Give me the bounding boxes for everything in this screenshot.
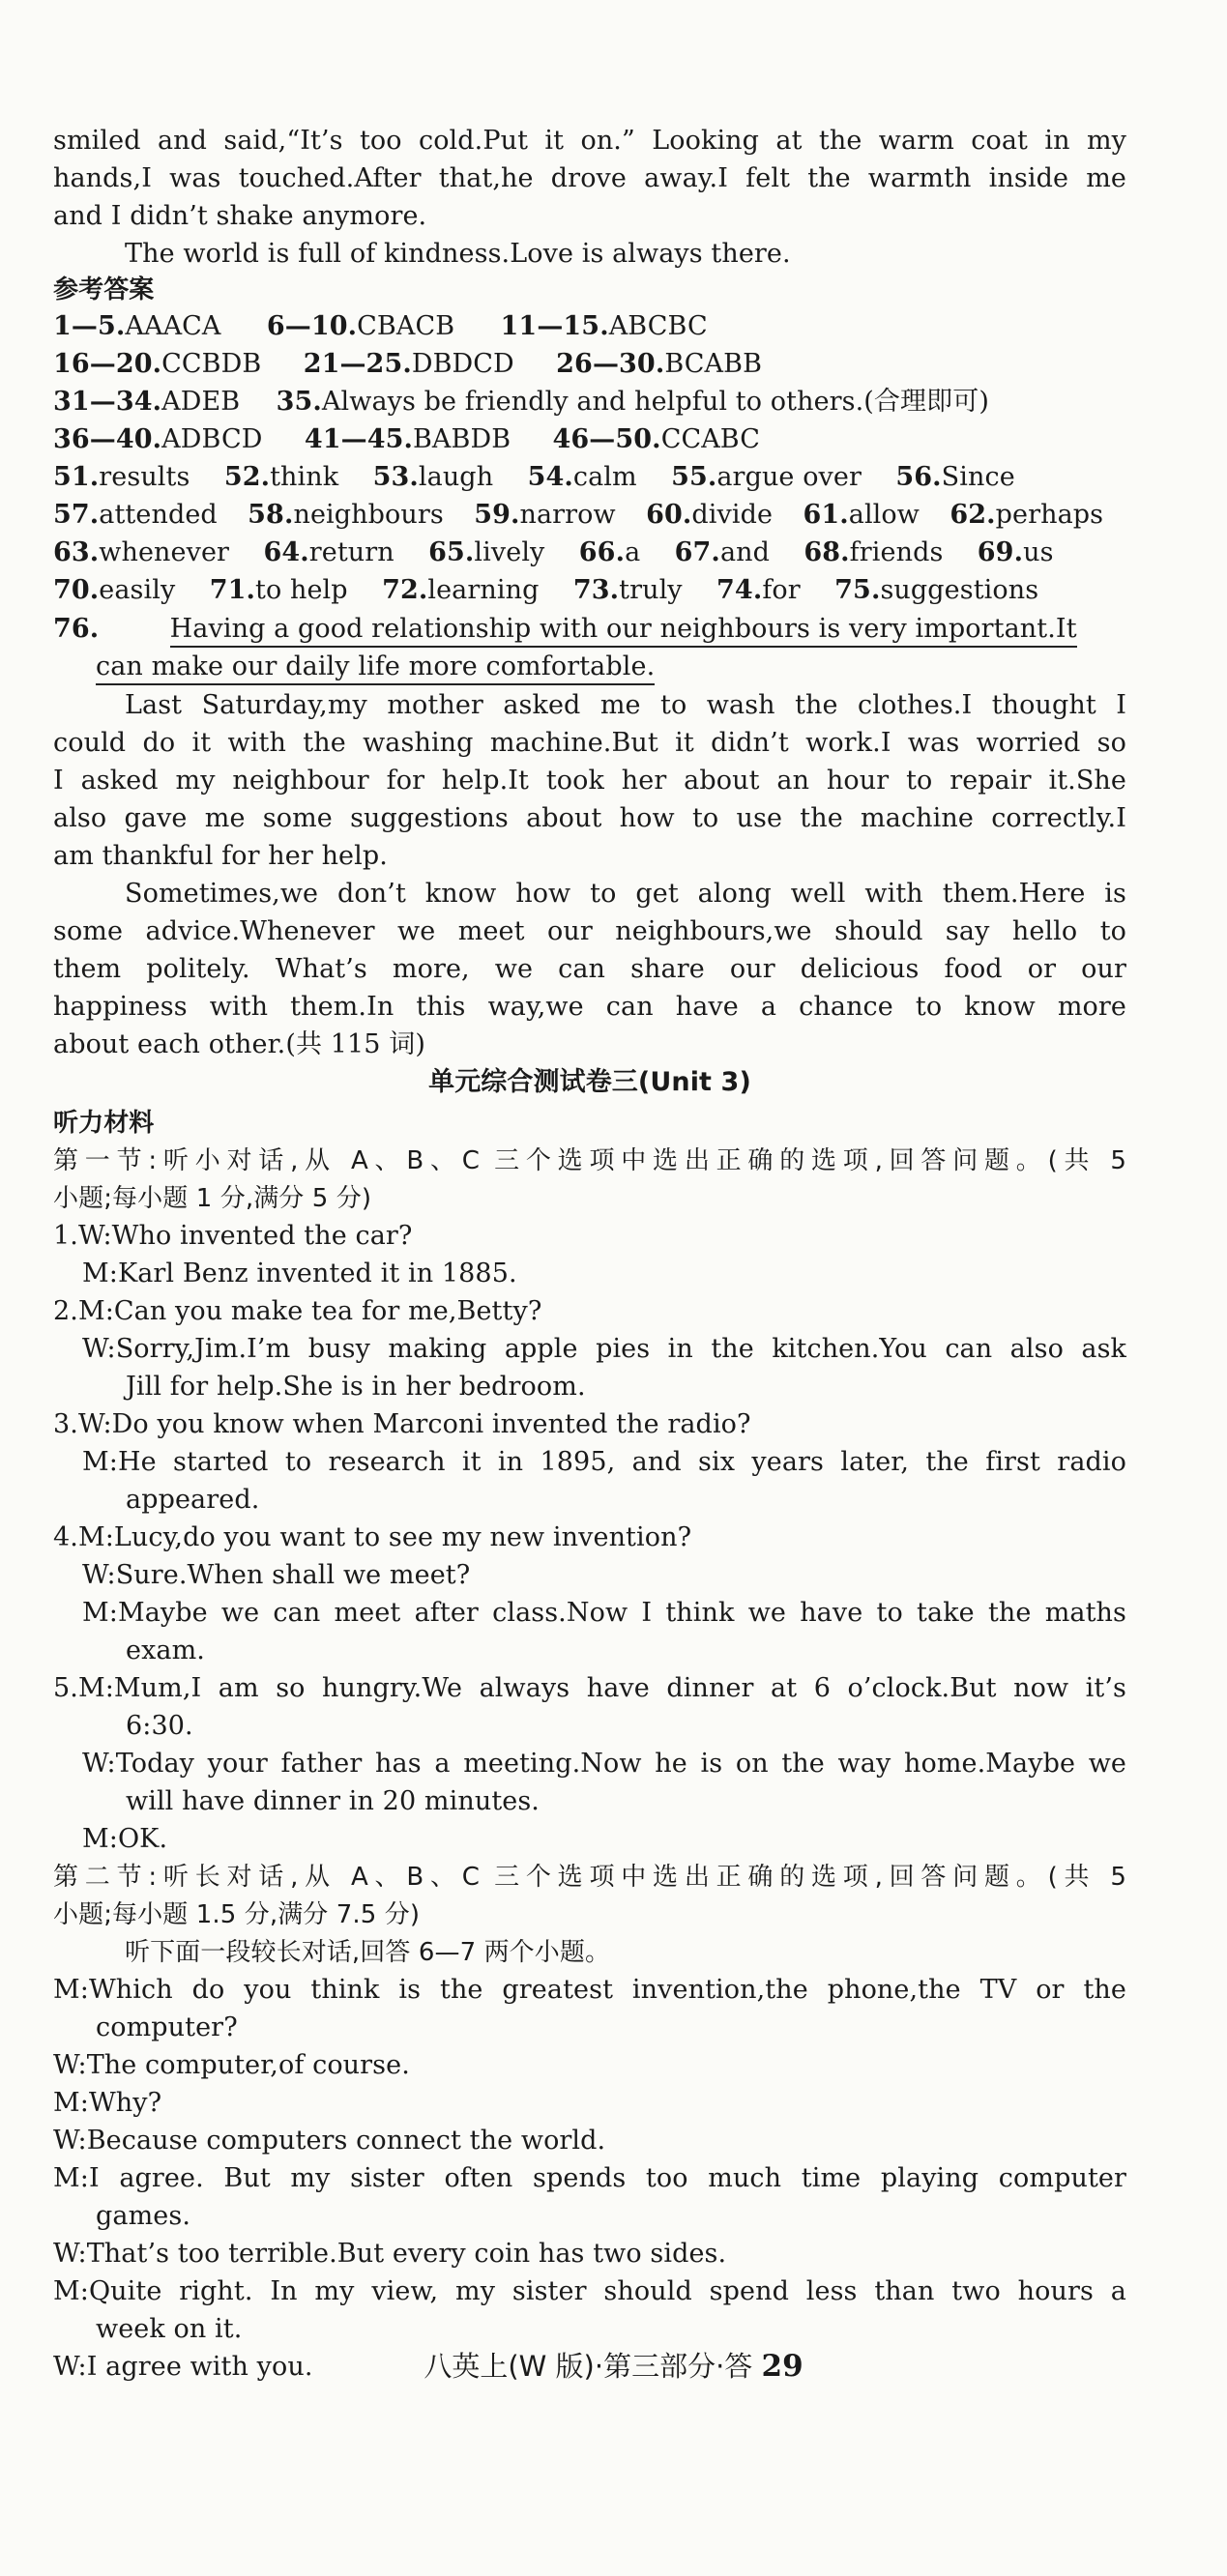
dialogue-line: W:Sorry,Jim.I’m busy making apple pies in the kitchen.You can also ask [82,1334,1126,1364]
answer-key: 68. [803,537,850,567]
answer-line-1 [53,347,762,382]
answer-key: 61. [803,500,849,530]
answer-key: 51. [53,462,100,492]
answer-value: think [270,462,339,492]
answer-value: allow [848,500,920,530]
answer-key: 71. [209,575,255,605]
dialogue-line: exam. [126,1635,205,1665]
answer-value: us [1023,537,1054,567]
section1-instruction: 第一节:听小对话,从 A、B、C 三个选项中选出正确的选项,回答问题。(共 5 [53,1146,1126,1175]
essay-line: Sometimes,we don’t know how to get along well with them.Here is [125,879,1126,909]
answer-value: truly [619,575,683,605]
answer-key: 64. [263,537,309,567]
answer-key: 69. [977,537,1024,567]
answer-value: lively [474,537,545,567]
essay-topic-row [96,650,655,685]
answer-value: to help [255,575,348,605]
answer-value: Since [941,462,1015,492]
answer-key: 16—20. [53,349,162,379]
dialogue-line: M:I agree. But my sister often spends too much time playing computer [53,2163,1126,2193]
answer-value: ADBCD [161,424,263,454]
essay-line: them politely. What’s more, we can share our delicious food or our [53,954,1126,984]
dialogue-line: M:Maybe we can meet after class.Now I think we have to take the maths [82,1598,1126,1628]
story-line: hands,I was touched.After that,he drove away.I felt the warmth inside me [53,163,1126,193]
dialogue-line: M:Karl Benz invented it in 1885. [82,1259,517,1288]
answer-value: CBACB [357,311,455,341]
answer-key: 52. [223,462,271,492]
dialogue-line: M:He started to research it in 1895, and six years later, the first radio [82,1447,1126,1477]
answer-value: for [762,575,801,605]
answer-key: 58. [248,500,294,530]
answer-key: 73. [572,575,620,605]
essay-line: I asked my neighbour for help.It took her about an hour to repair it.She [53,766,1126,796]
answer-line-5 [53,498,1103,533]
answer-key: 70. [53,575,100,605]
answer-line-7 [53,573,1038,608]
answer-value: CCABC [660,424,761,454]
answer-key: 62. [949,500,996,530]
essay-topic-line: Having a good relationship with our neighbours is very important.It [170,613,1077,648]
story-line: and I didn’t shake anymore. [53,201,427,231]
essay-number: 76. [53,614,100,644]
answer-line-2 [53,385,989,420]
unit-title: 单元综合测试卷三(Unit 3) [428,1067,751,1097]
dialogue-line: W:I agree with you. [53,2352,313,2382]
answer-value: learning [427,575,540,605]
essay-line: am thankful for her help. [53,841,388,871]
answer-value: and [719,537,771,567]
story-line: smiled and said,“It’s too cold.Put it on.” Looking at the warm coat in my [53,126,1126,156]
answer-key: 72. [382,575,428,605]
essay-topic-line: can make our daily life more comfortable. [96,651,655,685]
dialogue-line: 6:30. [126,1711,193,1741]
answer-key: 1—5. [53,311,126,341]
dialogue-line: 1.W:Who invented the car? [53,1221,413,1251]
answer-value: divide [691,500,774,530]
answer-value: easily [99,575,176,605]
essay-line: about each other.(共 115 词) [53,1029,425,1059]
answer-value: results [99,462,190,492]
answer-key: 59. [474,500,520,530]
answer-value: return [308,537,394,567]
answer-key: 74. [716,575,763,605]
dialogue-line: M:Why? [53,2088,162,2118]
essay-topic-row [53,612,1077,648]
answer-key: 53. [372,462,419,492]
listening-heading: 听力材料 [53,1109,155,1138]
essay-line: happiness with them.In this way,we can have a chance to know more [53,992,1126,1022]
dialogue-line: week on it. [96,2314,243,2344]
answer-value: narrow [519,500,616,530]
essay-line: some advice.Whenever we meet our neighbours,we should say hello to [53,916,1126,946]
answer-key: 21—25. [303,349,412,379]
dialogue-line: W:That’s too terrible.But every coin has two sides. [53,2239,727,2269]
dialogue-line: M:OK. [82,1824,168,1854]
dialogue-line: games. [96,2201,191,2231]
answer-value: DBDCD [411,349,514,379]
answer-value: AAACA [125,311,221,341]
answer-value: laugh [418,462,494,492]
dialogue-line: appeared. [126,1485,260,1515]
answer-line-3 [53,422,760,457]
dialogue-line: M:Which do you think is the greatest invention,the phone,the TV or the [53,1975,1126,2005]
answer-value: argue over [716,462,862,492]
essay-line: could do it with the washing machine.But it didn’t work.I was worried so [53,728,1126,758]
answer-key: 11—15. [500,311,609,341]
answer-key: 60. [646,500,692,530]
answer-key: 66. [578,537,626,567]
dialogue-line: W:The computer,of course. [53,2050,410,2080]
answer-value: perhaps [995,500,1104,530]
answer-value: calm [572,462,637,492]
answer-key: 6—10. [266,311,358,341]
answer-value: ABCBC [608,311,708,341]
section1-instruction: 小题;每小题 1 分,满分 5 分) [53,1184,372,1213]
answer-key: 67. [674,537,720,567]
section2-instruction: 第二节:听长对话,从 A、B、C 三个选项中选出正确的选项,回答问题。(共 5 [53,1863,1126,1892]
page-footer [0,2345,1227,2385]
answer-key: 75. [834,575,881,605]
dialogue-line: will have dinner in 20 minutes. [126,1786,540,1816]
dialogue-line: W:Sure.When shall we meet? [82,1560,471,1590]
answer-value: whenever [99,537,230,567]
answer-value: Always be friendly and helpful to others.(合理即可) [321,387,989,417]
answer-value: attended [99,500,218,530]
section2-subinstruction: 听下面一段较长对话,回答 6—7 两个小题。 [125,1938,611,1967]
answer-key: 46—50. [552,424,661,454]
answer-key: 36—40. [53,424,162,454]
answer-key: 54. [527,462,573,492]
answer-value: neighbours [293,500,444,530]
section2-instruction: 小题;每小题 1.5 分,满分 7.5 分) [53,1900,421,1929]
answer-key: 63. [53,537,100,567]
dialogue-line: W:Today your father has a meeting.Now he is on the way home.Maybe we [82,1749,1126,1779]
story-line: The world is full of kindness.Love is always there. [125,239,791,269]
answer-key: 55. [671,462,717,492]
answer-value: ADEB [161,387,241,417]
answer-line-6 [53,535,1054,570]
dialogue-line: Jill for help.She is in her bedroom. [126,1372,586,1402]
answer-line-4 [53,460,1015,495]
footer-text: 八英上(W 版)·第三部分·答 [424,2350,753,2383]
answer-value: BCABB [664,349,763,379]
dialogue-line: M:Quite right. In my view, my sister should spend less than two hours a [53,2276,1126,2306]
dialogue-line: 4.M:Lucy,do you want to see my new invention? [53,1522,692,1552]
page-number: 29 [761,2349,803,2384]
answer-value: BABDB [412,424,511,454]
answer-key: 41—45. [304,424,413,454]
answer-key: 35. [276,387,322,417]
answer-key: 56. [895,462,942,492]
answer-key: 65. [428,537,475,567]
dialogue-line: 2.M:Can you make tea for me,Betty? [53,1296,542,1326]
essay-line: also gave me some suggestions about how to use the machine correctly.I [53,803,1126,833]
answer-value: CCBDB [161,349,262,379]
answer-key: 26—30. [556,349,665,379]
answer-value: suggestions [880,575,1039,605]
answer-value: a [625,537,641,567]
answer-line-0 [53,309,708,344]
essay-line: Last Saturday,my mother asked me to wash the clothes.I thought I [125,690,1126,720]
answer-value: friends [849,537,944,567]
answer-key: 57. [53,500,100,530]
answer-key: 31—34. [53,387,162,417]
dialogue-line: computer? [96,2012,238,2042]
answers-heading: 参考答案 [53,275,155,304]
dialogue-line: 5.M:Mum,I am so hungry.We always have dinner at 6 o’clock.But now it’s [53,1673,1126,1703]
dialogue-line: W:Because computers connect the world. [53,2126,606,2156]
dialogue-line: 3.W:Do you know when Marconi invented the radio? [53,1409,751,1439]
